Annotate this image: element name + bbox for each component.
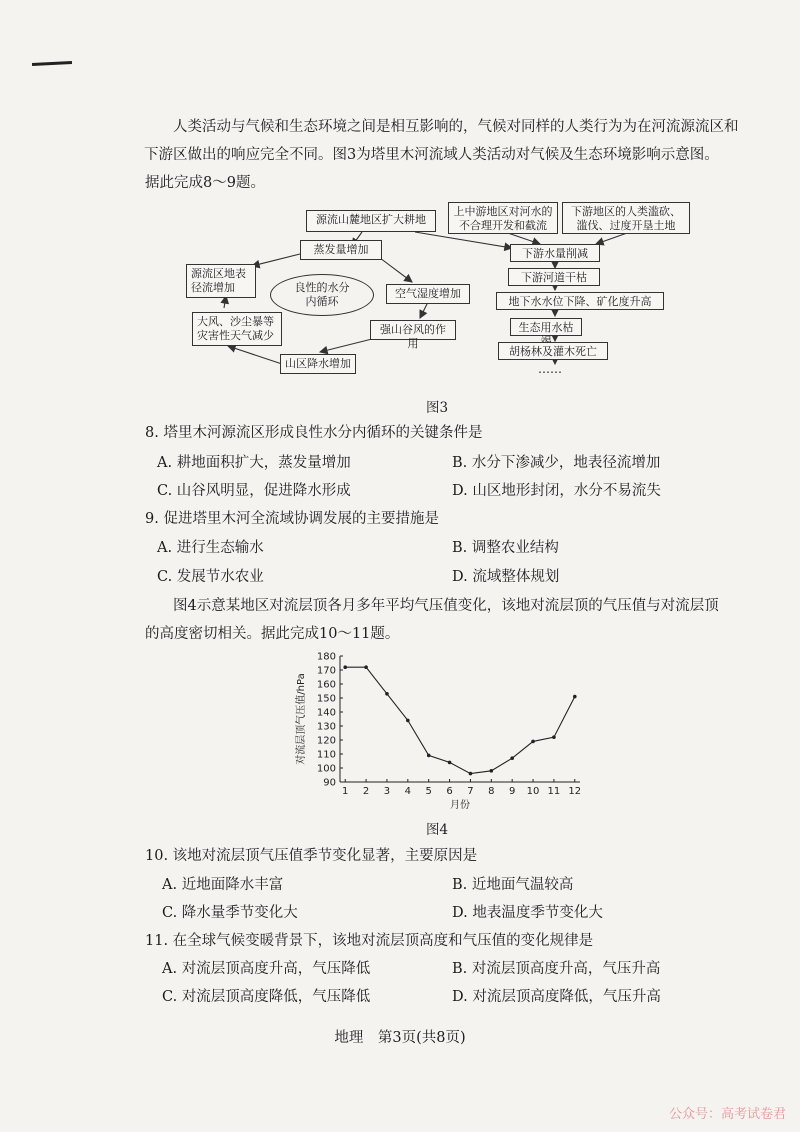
chart-y-tick-label: 110 — [316, 749, 336, 761]
box-dust-storm: 大风、沙尘暴等灾害性天气减少 — [192, 312, 282, 346]
question-10-stem: 10. 该地对流层顶气压值季节变化显著，主要原因是 — [145, 848, 478, 864]
chart-point — [364, 665, 368, 669]
ellipse-water-cycle: 良性的水分内循环 — [270, 274, 374, 316]
chart-x-tick-label: 12 — [568, 786, 582, 797]
chain-item-3: 地下水水位下降、矿化度升高 — [496, 292, 664, 310]
figure-3-caption: 图3 — [426, 400, 449, 416]
chart-x-label: 月份 — [450, 800, 470, 811]
diagram-arrows — [0, 0, 800, 400]
q9-option-c[interactable]: C. 发展节水农业 — [157, 569, 264, 585]
chart-x-tick-label: 9 — [508, 786, 516, 797]
chart-y-tick-label: 140 — [316, 707, 336, 719]
box-surface-runoff: 源流区地表径流增加 — [186, 264, 256, 298]
box-expand-farmland: 源流山麓地区扩大耕地 — [306, 210, 436, 232]
intro1-line-1: 人类活动与气候和生态环境之间是相互影响的，气候对同样的人类行为为在河流源流区和 — [173, 119, 739, 135]
intro1-line-3: 据此完成8～9题。 — [145, 175, 265, 191]
q11-option-b[interactable]: B. 对流层顶高度升高，气压升高 — [452, 961, 661, 977]
chart-y-tick-label: 120 — [316, 735, 336, 747]
chain-item-1: 下游水量削减 — [510, 244, 600, 262]
chart-point — [531, 740, 535, 744]
watermark: 公众号：高考试卷君 — [668, 1107, 786, 1122]
chart-point — [406, 719, 410, 723]
chart-y-tick-label: 100 — [316, 763, 336, 775]
q10-option-a[interactable]: A. 近地面降水丰富 — [162, 877, 284, 893]
chain-item-5: 胡杨林及灌木死亡 — [498, 342, 608, 360]
intro-paragraph-2 — [145, 592, 745, 648]
box-valley-wind: 强山谷风的作用 — [370, 320, 456, 340]
chart-y-tick-label: 130 — [316, 721, 336, 733]
chart-y-tick-label: 90 — [323, 777, 336, 789]
chart-point — [385, 692, 389, 696]
q8-option-d[interactable]: D. 山区地形封闭，水分不易流失 — [452, 483, 661, 499]
chart-point — [510, 756, 514, 760]
box-evaporation-increase: 蒸发量增加 — [300, 240, 382, 260]
figure-4-caption: 图4 — [426, 822, 449, 838]
box-mountain-rain: 山区降水增加 — [280, 354, 356, 374]
q10-option-b[interactable]: B. 近地面气温较高 — [452, 877, 574, 893]
q11-option-c[interactable]: C. 对流层顶高度降低，气压降低 — [162, 989, 371, 1005]
chart-y-tick-label: 180 — [316, 651, 336, 663]
question-9-stem: 9. 促进塔里木河全流域协调发展的主要措施是 — [145, 511, 439, 527]
box-humidity-increase: 空气湿度增加 — [386, 284, 470, 304]
chart-x-tick-label: 5 — [425, 786, 432, 797]
q9-option-a[interactable]: A. 进行生态输水 — [157, 540, 264, 556]
chart-point — [490, 769, 494, 773]
chart-x-tick-label: 4 — [404, 786, 412, 797]
intro1-line-2: 下游区做出的响应完全不同。图3为塔里木河流域人类活动对气候及生态环境影响示意图。 — [144, 147, 719, 163]
chart-x-tick-label: 1 — [342, 786, 349, 797]
chart-y-label: 对流层顶气压值/hPa — [296, 673, 307, 765]
box-downstream-human: 下游地区的人类滥砍、滥伐、过度开垦土地 — [562, 202, 690, 234]
chart-x-tick-label: 2 — [362, 786, 370, 797]
chart-y-tick-label: 170 — [316, 665, 336, 677]
q11-option-a[interactable]: A. 对流层顶高度升高，气压降低 — [162, 961, 371, 977]
chart-x-tick-label: 10 — [526, 786, 540, 797]
chart-y-tick-label: 160 — [316, 679, 336, 691]
chart-y-tick-label: 150 — [316, 693, 336, 705]
chart-x-tick-label: 8 — [488, 786, 495, 797]
question-8-stem: 8. 塔里木河源流区形成良性水分内循环的关键条件是 — [145, 425, 483, 441]
q9-option-b[interactable]: B. 调整农业结构 — [452, 540, 559, 556]
chart-point — [427, 754, 431, 758]
chain-item-2: 下游河道干枯 — [508, 268, 600, 286]
chart-point — [573, 695, 577, 699]
q8-option-b[interactable]: B. 水分下渗减少，地表径流增加 — [452, 455, 661, 471]
box-upstream-overuse: 上中游地区对河水的不合理开发和截流 — [448, 202, 558, 234]
intro2-line-1: 图4示意某地区对流层顶各月多年平均气压值变化，该地对流层顶的气压值与对流层顶 — [173, 598, 719, 614]
q10-option-d[interactable]: D. 地表温度季节变化大 — [452, 905, 603, 921]
chain-item-4: 生态用水枯 — [510, 318, 582, 336]
chart-x-tick-label: 11 — [547, 786, 561, 797]
chart-series-line — [345, 667, 575, 773]
q8-option-a[interactable]: A. 耕地面积扩大，蒸发量增加 — [157, 455, 351, 471]
chart-x-tick-label: 7 — [467, 786, 474, 797]
chain-item-ellipsis: …… — [538, 362, 562, 376]
q10-option-c[interactable]: C. 降水量季节变化大 — [162, 905, 298, 921]
question-11-stem: 11. 在全球气候变暖背景下，该地对流层顶高度和气压值的变化规律是 — [145, 933, 594, 949]
q11-option-d[interactable]: D. 对流层顶高度降低，气压升高 — [452, 989, 661, 1005]
chart-x-tick-label: 6 — [446, 786, 453, 797]
intro2-line-2: 的高度密切相关。据此完成10～11题。 — [145, 626, 400, 642]
page-footer: 地理 第3页(共8页) — [334, 1030, 466, 1046]
chart-point — [343, 665, 347, 669]
q9-option-d[interactable]: D. 流域整体规划 — [452, 569, 560, 585]
chart-point — [448, 761, 452, 765]
chart-point — [552, 735, 556, 739]
chart-x-tick-label: 3 — [383, 786, 391, 797]
chart-point — [469, 772, 473, 776]
q8-option-c[interactable]: C. 山谷风明显，促进降水形成 — [157, 483, 351, 499]
figure-4-chart — [290, 648, 590, 818]
